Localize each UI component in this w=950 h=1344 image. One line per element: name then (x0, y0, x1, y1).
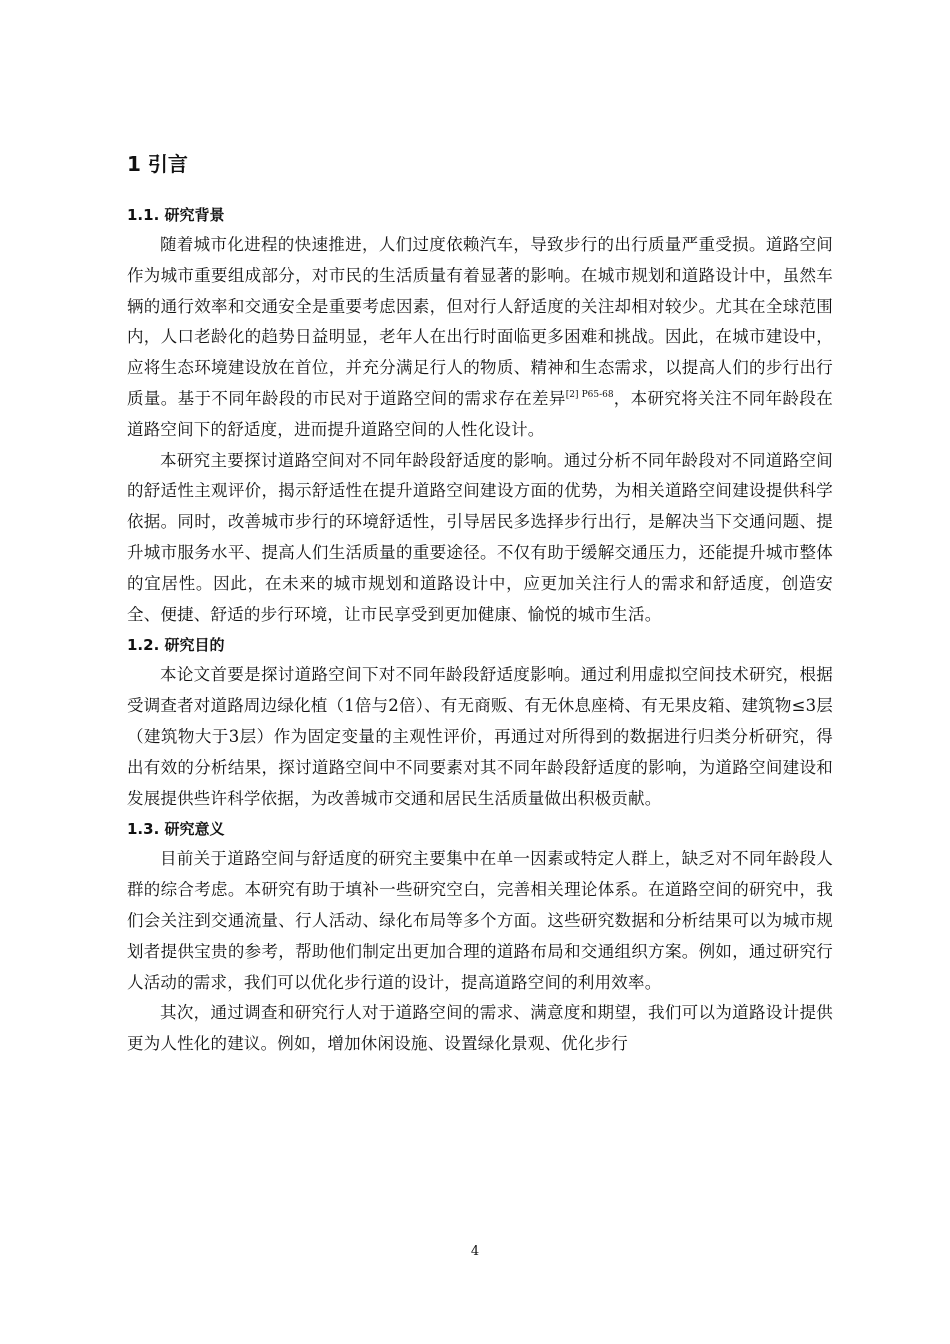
purpose-paragraph: 本论文首要是探讨道路空间下对不同年龄段舒适度影响。通过利用虚拟空间技术研究，根据受调查者对道路周边绿化植（1倍与2倍）、有无商贩、有无休息座椅、有无果皮箱、建筑物≤3层（建筑物大于3层）作为固定变量的主观性评价，再通过对所得到的数据进行归类分析研究，得出有效的分析结果，探讨道路空间中不同要素对其不同年龄段舒适度的影响，为道路空间建设和发展提供些许科学依据，为改善城市交通和居民生活质量做出积极贡献。 (127, 665, 833, 808)
background-p1-text: 随着城市化进程的快速推进，人们过度依赖汽车，导致步行的出行质量严重受损。道路空间作为城市重要组成部分，对市民的生活质量有着显著的影响。在城市规划和道路设计中，虽然车辆的通行效率和交通安全是重要考虑因素，但对行人舒适度的关注却相对较少。尤其在全球范围内，人口老龄化的趋势日益明显，老年人在出行时面临更多困难和挑战。因此，在城市建设中，应将生态环境建设放在首位，并充分满足行人的物质、精神和生态需求，以提高人们的步行出行质量。基于不同年龄段的市民对于道路空间的需求存在差异 (127, 235, 833, 408)
background-paragraph-2: 本研究主要探讨道路空间对不同年龄段舒适度的影响。通过分析不同年龄段对不同道路空间的舒适性主观评价，揭示舒适性在提升道路空间建设方面的优势，为相关道路空间建设提供科学依据。同时，改善城市步行的环境舒适性，引导居民多选择步行出行，是解决当下交通问题、提升城市服务水平、提高人们生活质量的重要途径。不仅有助于缓解交通压力，还能提升城市整体的宜居性。因此，在未来的城市规划和道路设计中，应更加关注行人的需求和舒适度，创造安全、便捷、舒适的步行环境，让市民享受到更加健康、愉悦的城市生活。 (127, 450, 833, 624)
section-heading-purpose: 1.2. 研究目的 (127, 636, 225, 655)
background-p1-text-cont: ，本研究将关注不同年龄段在道路空间下的舒适度，进而提升道路空间的人性化设计。 (127, 388, 833, 439)
significance-paragraph-1: 目前关于道路空间与舒适度的研究主要集中在单一因素或特定人群上，缺乏对不同年龄段人群的综合考虑。本研究有助于填补一些研究空白，完善相关理论体系。在道路空间的研究中，我们会关注到交通流量、行人活动、绿化布局等多个方面。这些研究数据和分析结果可以为城市规划者提供宝贵的参考，帮助他们制定出更加合理的道路布局和交通组织方案。例如，通过研究行人活动的需求，我们可以优化步行道的设计，提高道路空间的利用效率。 (127, 849, 833, 992)
background-paragraph-1 (127, 230, 833, 446)
citation-ref: [2] P65-68 (565, 389, 614, 400)
section-heading-background: 1.1. 研究背景 (127, 206, 225, 224)
section-heading-significance: 1.3. 研究意义 (127, 820, 225, 839)
page-number: 4 (470, 1244, 480, 1259)
chapter-title: 1 引言 (127, 152, 188, 176)
significance-paragraph-2: 其次，通过调查和研究行人对于道路空间的需求、满意度和期望，我们可以为道路设计提供更为人性化的建议。例如，增加休闲设施、设置绿化景观、优化步行 (127, 1003, 833, 1054)
page-content (127, 150, 833, 1060)
